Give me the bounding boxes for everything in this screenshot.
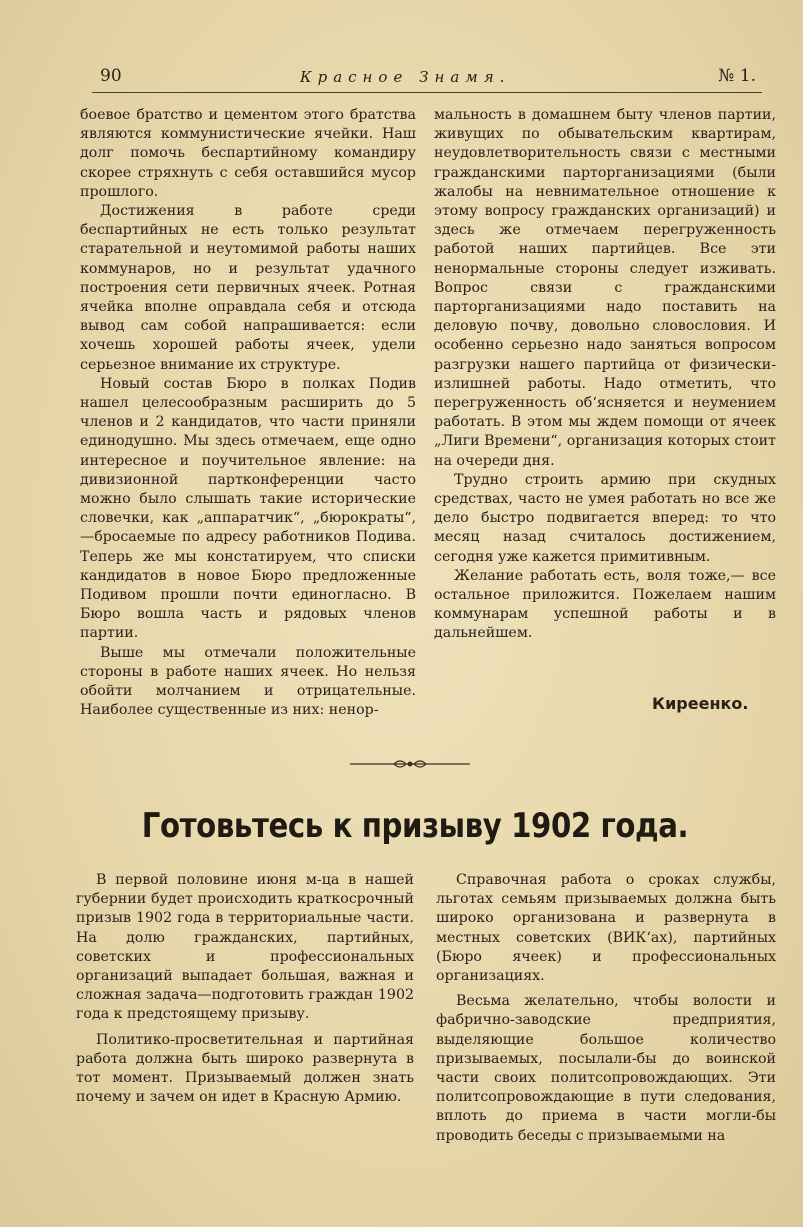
author-signature: Киреенко.: [652, 694, 749, 713]
paragraph: Справочная работа о сроках службы, льготах семьям призываемых должна быть широко организована и развернута в местных советских (ВИК‘ах), партийных (Бюро ячеек) и профессиональных организациях.: [436, 872, 776, 985]
page-number: 90: [100, 66, 122, 86]
issue-number: № 1.: [718, 66, 756, 86]
paragraph: Трудно строить армию при скудных средствах, часто не умея работать но все же дело быстро подвигается вперед: то что месяц назад считалось достижением, сегодня уже кажется примитивным.: [434, 471, 776, 565]
paragraph: Политико-просветительная и партийная работа должна быть широко развернута в тот момент. Призываемый должен знать почему и зачем он идет в Красную Армию.: [76, 1031, 414, 1106]
paragraph: Достижения в работе среди беспартийных не есть только результат старательной и неутомимой работы наших коммунаров, но и результат удачного построения сети первичных ячеек. Ротная ячейка вполне оправдала себя и отсюда вывод сам собой напрашивается: если хочешь хорошей работы ячеек, удели серьезное внимание их структуре.: [80, 203, 416, 373]
ornament-divider-icon: [350, 757, 470, 771]
paragraph: боевое братство и цементом этого братства являются коммунистические ячейки. Наш долг помочь беспартийному командиру скорее стряхнуть с себя оставшийся мусор прошлого.: [80, 107, 416, 200]
article1-column-right: [434, 106, 776, 644]
paragraph: Желание работать есть, воля тоже,— все остальное приложится. Пожелаем нашим коммунарам успешной работы и в дальнейшем.: [434, 567, 776, 642]
page-header: [92, 64, 762, 93]
article2-column-right: [436, 871, 776, 1146]
journal-title: Красное Знамя.: [300, 68, 511, 86]
paragraph: мальность в домашнем быту членов партии, живущих по обывательским квартирам, неудовлетворительность связи с местными гражданскими парторганизациями (были жалобы на невнимательное отношение к этому вопросу гражданских организаций) и здесь же отмечаем перегруженность работой наших партийцев. Все эти ненормальные стороны следует изживать. Вопрос связи с гражданскими парторганизациями надо поставить на деловую почву, довольно словословия. И особенно серьезно надо заняться вопросом разгрузки нашего партийца от физически-излишней работы. Надо отметить, что перегруженность об‘ясняется и неумением работать. В этом мы ждем помощи от ячеек „Лиги Времени“, организация которых стоит на очереди дня.: [434, 107, 776, 469]
paragraph: Новый состав Бюро в полках Подив нашел целесообразным расширить до 5 членов и 2 кандидатов, что части приняли единодушно. Мы здесь отмечаем, еще одно интересное и поучительное явление: на дивизионной партконференции часто можно было слышать такие исторические словечки, как „аппаратчик“, „бюрократы“,—бросаемые по адресу работников Подива. Теперь же мы констатируем, что списки кандидатов в новое Бюро предложенные Подивом прошли почти единогласно. В Бюро вошла часть и рядовых членов партии.: [80, 375, 416, 642]
paragraph: Выше мы отмечали положительные стороны в работе наших ячеек. Но нельзя обойти молчанием и отрицательные. Наиболее существенные из них: ненор-: [80, 644, 416, 719]
paragraph: В первой половине июня м-ца в нашей губернии будет происходить краткосрочный призыв 1902 года в территориальные части. На долю гражданских, партийных, советских и профессиональных организаций выпадает большая, важная и сложная задача—подготовить граждан 1902 года к предстоящему призыву.: [76, 872, 414, 1023]
paragraph: Весьма желательно, чтобы волости и фабрично-заводские предприятия, выделяющие большое количество призываемых, посылали-бы до воинской части своих политсопровождающих. Эти политсопровождающие в пути следования, вплоть до приема в части могли-бы проводить беседы с призываемыми на: [436, 993, 776, 1144]
article1-column-left: [80, 106, 416, 721]
article2-column-left: [76, 871, 414, 1107]
article-headline: Готовьтесь к призыву 1902 года.: [141, 806, 689, 846]
